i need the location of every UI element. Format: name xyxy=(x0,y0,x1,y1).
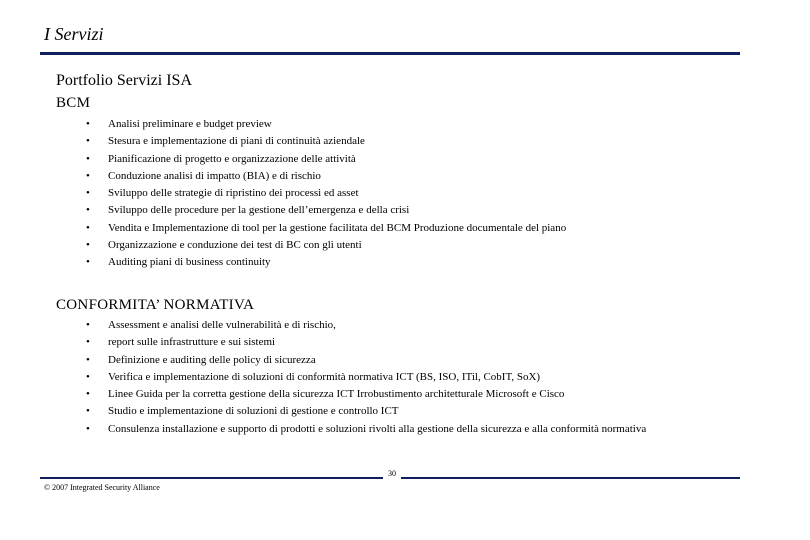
list-item: • report sulle infrastrutture e sui sistemi xyxy=(86,334,718,351)
bcm-heading: BCM xyxy=(56,95,91,111)
list-item: • Stesura e implementazione di piani di continuità aziendale xyxy=(86,133,718,150)
list-item: • Assessment e analisi delle vulnerabilità e di rischio, xyxy=(86,317,718,334)
conformita-list xyxy=(86,317,718,438)
list-item: • Verifica e implementazione di soluzioni di conformità normativa ICT (BS, ISO, ITil, CobIT, SoX) xyxy=(86,369,718,386)
list-item: • Conduzione analisi di impatto (BIA) e di rischio xyxy=(86,168,718,185)
title-divider xyxy=(40,52,740,55)
list-item: • Organizzazione e conduzione dei test di BC con gli utenti xyxy=(86,237,718,254)
footer-divider-left xyxy=(40,477,383,479)
list-item: • Studio e implementazione di soluzioni di gestione e controllo ICT xyxy=(86,403,718,420)
list-item: • Vendita e Implementazione di tool per la gestione facilitata del BCM Produzione documentale del piano xyxy=(86,220,718,237)
list-item: • Auditing piani di business continuity xyxy=(86,254,718,271)
list-item: • Sviluppo delle procedure per la gestione dell’emergenza e della crisi xyxy=(86,202,718,219)
list-item: • Linee Guida per la corretta gestione della sicurezza ICT Irrobustimento architetturale Microsoft e Cisco xyxy=(86,386,718,403)
list-item: • Definizione e auditing delle policy di sicurezza xyxy=(86,352,718,369)
conformita-heading: CONFORMITA’ NORMATIVA xyxy=(56,297,255,313)
footer-divider-right xyxy=(401,477,740,479)
list-item: • Consulenza installazione e supporto di prodotti e soluzioni rivolti alla gestione della sicurezza e alla conformità normativa xyxy=(86,421,718,438)
list-item: • Pianificazione di progetto e organizzazione delle attività xyxy=(86,151,718,168)
page-number: 30 xyxy=(388,469,396,478)
copyright-notice: © 2007 Integrated Security Alliance xyxy=(44,483,160,492)
portfolio-title: Portfolio Servizi ISA xyxy=(56,72,192,89)
bcm-list xyxy=(86,116,718,272)
page-title: I Servizi xyxy=(44,24,104,44)
list-item: • Sviluppo delle strategie di ripristino dei processi ed asset xyxy=(86,185,718,202)
list-item: • Analisi preliminare e budget preview xyxy=(86,116,718,133)
